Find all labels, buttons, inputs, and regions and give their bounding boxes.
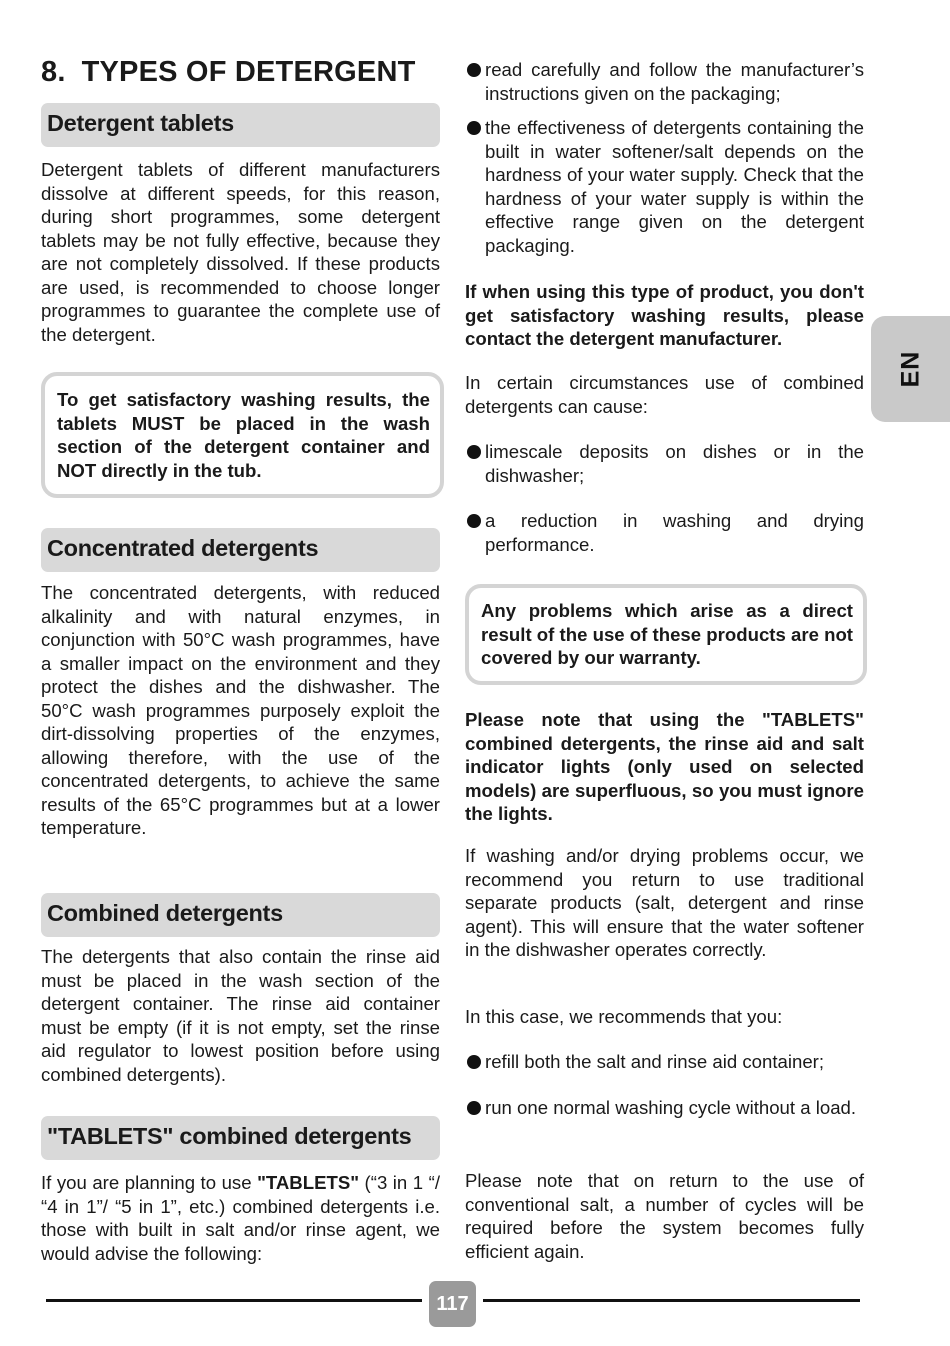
page-title: [41, 56, 416, 89]
footer-line-right: [483, 1299, 860, 1302]
tablets-callout-text: To get satisfactory washing results, the tablets MUST be placed in the wash section of the detergent container and NOT directly in the tub.: [57, 389, 430, 481]
combined-paragraph: The detergents that also contain the rinse aid must be placed in the wash section of the detergent container. The rinse aid container must be empty (if it is not empty, set the rinse aid regulator to lowest position before using combined detergents).: [41, 946, 440, 1085]
heading-combined-detergents: Combined detergents: [41, 893, 440, 937]
language-tab: [871, 316, 950, 422]
concentrated-paragraph: The concentrated detergents, with reduced alkalinity and with natural enzymes, in conjunction with 50°C wash programmes, have a smaller impact on the environment and they protect the dishes and the dishwasher. The 50°C wash programmes purposely exploit the dirt-dissolving properties of the enzymes, allowing therefore, with the use of the concentrated detergents, to achieve the same results of the 65°C programmes but at a lower temperature.: [41, 582, 440, 838]
problems-paragraph: If washing and/or drying problems occur, we recommend you return to use traditional separate products (salt, detergent and rinse agent). This will ensure that the water softener in the dishwasher operates correctly.: [465, 845, 864, 960]
heading-detergent-tablets: Detergent tablets: [41, 103, 440, 147]
tablets-combined-text-a: If you are planning to use: [41, 1172, 258, 1193]
title-text: TYPES OF DETERGENT: [81, 56, 416, 88]
bullet-limescale: [465, 440, 864, 487]
section-number: 8.: [41, 56, 66, 88]
tablets-callout: [41, 372, 444, 498]
bullet-effectiveness: [465, 116, 864, 257]
bullet-dot-icon: [467, 63, 481, 77]
bold-note-manufacturer: If when using this type of product, you don't get satisfactory washing results, please contact the detergent manufacturer.: [465, 281, 864, 349]
bullet-refill: [465, 1050, 864, 1074]
footer-line-left: [46, 1299, 422, 1302]
recommend-paragraph: In this case, we recommends that you:: [465, 1006, 783, 1027]
tablets-combined-paragraph: [41, 1171, 440, 1265]
bullet-text: run one normal washing cycle without a load.: [485, 1097, 857, 1118]
bold-note-tablets-lights: Please note that using the "TABLETS" combined detergents, the rinse aid and salt indicator lights (only used on selected models) are superfluous, so you must ignore the lights.: [465, 709, 864, 824]
bullet-text: a reduction in washing and drying performance.: [485, 510, 864, 555]
bullet-dot-icon: [467, 514, 481, 528]
warranty-callout-text: Any problems which arise as a direct result of the use of these products are not covered by our warranty.: [481, 600, 853, 668]
bullet-text: limescale deposits on dishes or in the dishwasher;: [485, 441, 864, 486]
bullet-dot-icon: [467, 445, 481, 459]
tablets-combined-text-bold: "TABLETS": [257, 1172, 360, 1193]
language-tab-label: EN: [896, 350, 924, 388]
heading-tablets-combined-detergents: "TABLETS" combined detergents: [41, 1116, 440, 1160]
page-number-badge: 117: [429, 1281, 476, 1327]
bullet-text: the effectiveness of detergents containing the built in water softener/salt depends on the hardness of your water supply. Check that the hardness of your water supply is within the effective range given on the detergent packaging.: [485, 117, 864, 256]
tablets-paragraph: Detergent tablets of different manufacturers dissolve at different speeds, for this reason, during short programmes, some detergent tablets may be not fully effective, because they are not completely dissolved. If these products are used, is recommended to choose longer programmes to guarantee the complete use of the detergent.: [41, 159, 440, 345]
bullet-text: refill both the salt and rinse aid container;: [485, 1051, 825, 1072]
circumstances-paragraph: In certain circumstances use of combined detergents can cause:: [465, 372, 864, 417]
bullet-run-cycle: [465, 1096, 864, 1120]
bullet-read-instructions: [465, 58, 864, 105]
bullet-text: read carefully and follow the manufacturer’s instructions given on the packaging;: [485, 59, 864, 104]
final-paragraph: Please note that on return to the use of conventional salt, a number of cycles will be required before the system becomes fully efficient again.: [465, 1170, 864, 1262]
tablets-combined-text-b: (“3 in 1 “/ “4 in 1”/ “5 in 1”, etc.) combined detergents i.e. those with built in salt and/or rinse agent, we would advise the following:: [41, 1172, 440, 1264]
bullet-dot-icon: [467, 121, 481, 135]
bullet-reduction: [465, 509, 864, 556]
warranty-callout: [465, 584, 867, 685]
heading-concentrated-detergents: Concentrated detergents: [41, 528, 440, 572]
bullet-dot-icon: [467, 1055, 481, 1069]
bullet-dot-icon: [467, 1101, 481, 1115]
